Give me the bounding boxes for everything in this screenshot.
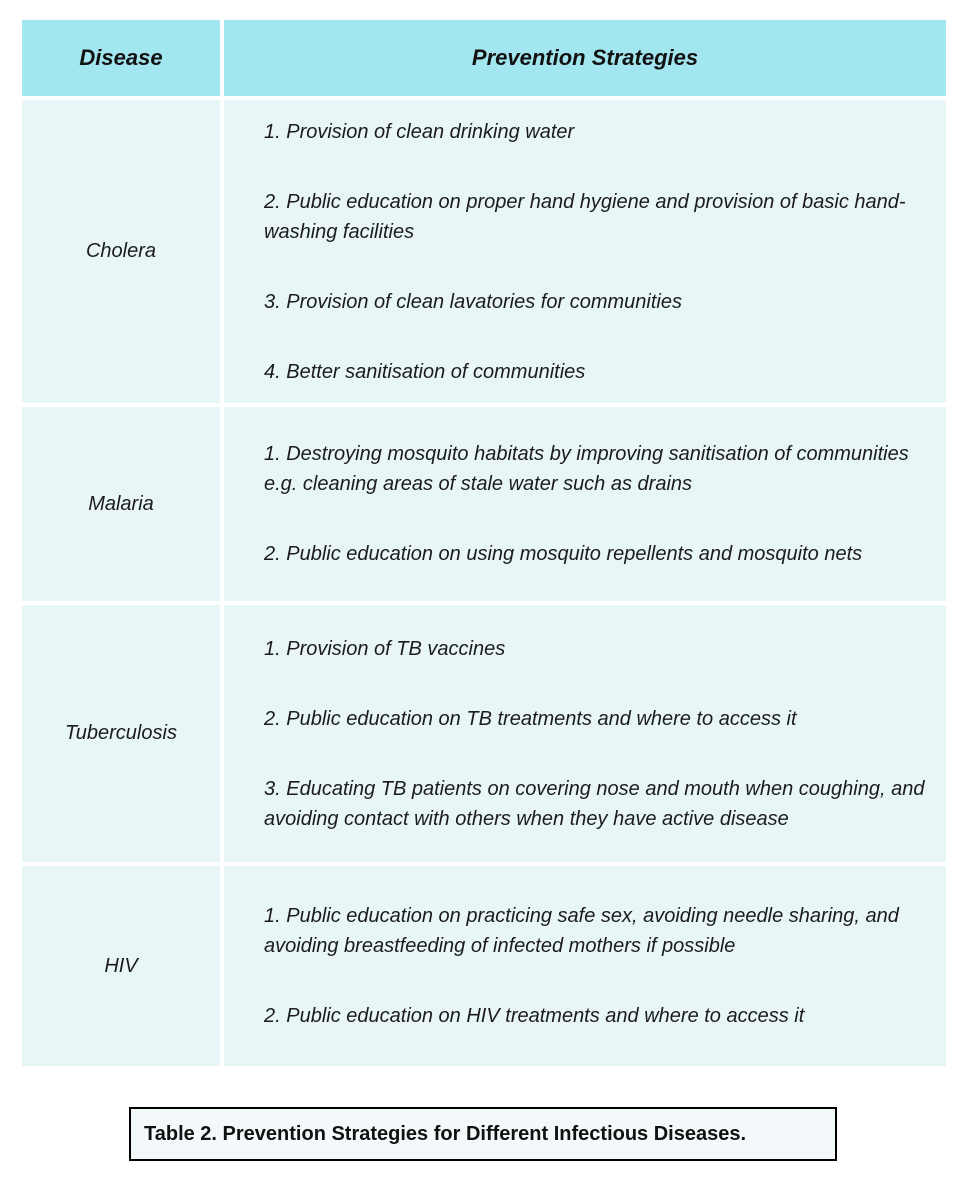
table-row-hiv: [22, 866, 946, 1066]
strategy-item: 2. Public education on proper hand hygiene and provision of basic hand-washing facilities: [264, 190, 906, 243]
strategy-item: 1. Provision of clean drinking water: [264, 120, 575, 143]
strategy-item: 2. Public education on using mosquito repellents and mosquito nets: [264, 543, 863, 565]
table-row-cholera: [22, 100, 946, 403]
strategy-item: 1. Provision of TB vaccines: [264, 637, 506, 660]
table-row-tuberculosis: [22, 605, 946, 862]
strategy-item: 4. Better sanitisation of communities: [264, 360, 586, 383]
strategies-cell-hiv: [224, 866, 946, 1066]
strategy-item: 1. Destroying mosquito habitats by improving sanitisation of communities e.g. cleaning areas of stale water such as drains: [264, 443, 909, 495]
disease-name-tuberculosis: Tuberculosis: [22, 605, 220, 862]
table-header-row: [22, 20, 946, 96]
table-caption-text: Table 2. Prevention Strategies for Different Infectious Diseases.: [144, 1122, 747, 1145]
strategy-item: 1. Public education on practicing safe sex, avoiding needle sharing, and avoiding breastfeeding of infected mothers if possible: [264, 905, 899, 957]
strategy-item: 2. Public education on TB treatments and where to access it: [264, 707, 797, 730]
strategies-cell-malaria: [224, 407, 946, 601]
strategies-cell-cholera: [224, 100, 946, 403]
disease-name-hiv: HIV: [22, 866, 220, 1066]
table-row-malaria: [22, 407, 946, 601]
column-header-disease: Disease: [22, 20, 220, 96]
prevention-strategies-table: [22, 20, 946, 1066]
column-header-prevention-strategies: Prevention Strategies: [224, 20, 946, 96]
strategy-item: 3. Educating TB patients on covering nose and mouth when coughing, and avoiding contact with others when they have active disease: [264, 777, 925, 830]
table-caption-box: [129, 1107, 837, 1161]
strategies-cell-tuberculosis: [224, 605, 946, 862]
disease-name-malaria: Malaria: [22, 407, 220, 601]
strategy-item: 3. Provision of clean lavatories for communities: [264, 290, 682, 313]
disease-name-cholera: Cholera: [22, 100, 220, 403]
strategy-item: 2. Public education on HIV treatments and where to access it: [264, 1005, 805, 1027]
